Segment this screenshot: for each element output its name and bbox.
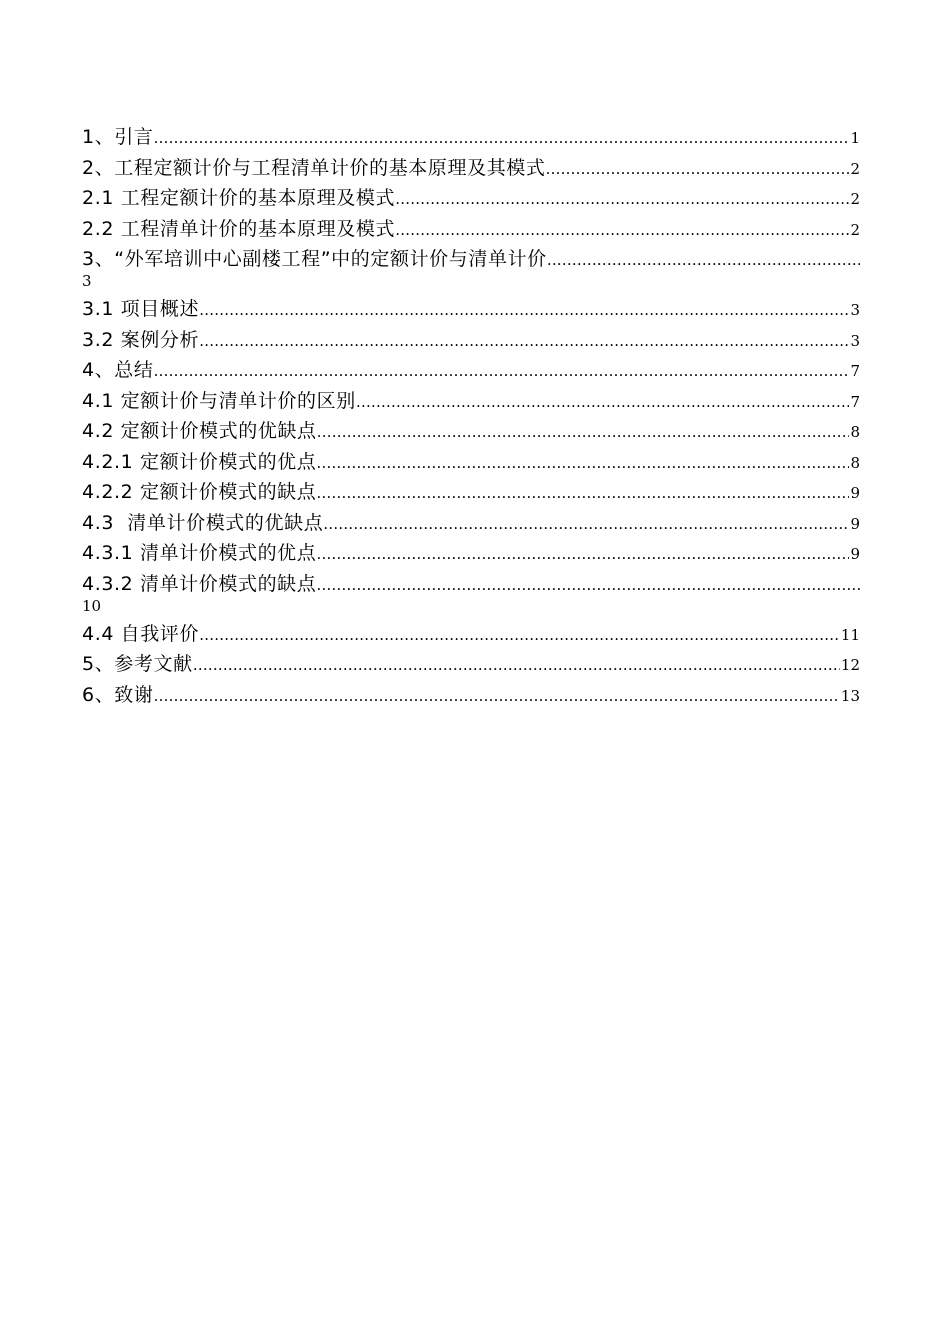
toc-entry-label: 4.2 定额计价模式的优缺点: [82, 420, 317, 442]
toc-leader-dots: [199, 620, 840, 650]
toc-entry-introduction[interactable]: [82, 122, 860, 153]
toc-entry-label: 3、“外军培训中心副楼工程”中的定额计价与清单计价: [82, 248, 547, 270]
toc-page-number: 2: [850, 190, 860, 208]
toc-entry-4-3[interactable]: [82, 508, 860, 539]
toc-leader-dots: [316, 448, 849, 478]
toc-leader-dots: [547, 245, 860, 274]
toc-entry-4-2-2[interactable]: [82, 477, 860, 508]
toc-leader-dots: [323, 509, 849, 539]
toc-page-number: 9: [850, 484, 860, 502]
table-of-contents: [82, 122, 860, 710]
toc-leader-dots: [395, 184, 849, 214]
toc-leader-dots: [546, 154, 850, 184]
toc-leader-dots: [199, 326, 849, 356]
toc-entry-label: 2.1 工程定额计价的基本原理及模式: [82, 187, 396, 209]
toc-leader-dots: [199, 295, 849, 325]
toc-entry-label: 5、参考文献: [82, 653, 193, 675]
toc-page-number: 12: [840, 656, 860, 674]
toc-entry-4-2-1[interactable]: [82, 447, 860, 478]
toc-page-number: 2: [850, 220, 860, 239]
toc-page-number: 3: [850, 301, 860, 319]
toc-entry-label: 3.2 案例分析: [82, 328, 200, 351]
toc-entry-references[interactable]: [82, 649, 860, 680]
toc-page-number: 2: [850, 159, 860, 178]
toc-leader-dots: [316, 478, 849, 508]
toc-entry-label: 6、致谢: [82, 683, 154, 706]
toc-page-number: 11: [840, 625, 860, 644]
toc-entry-label: 4.3.1 清单计价模式的优点: [82, 542, 317, 564]
toc-page-number: 8: [850, 423, 860, 441]
toc-page-number: 9: [850, 545, 860, 563]
toc-entry-4-3-1[interactable]: [82, 538, 860, 569]
toc-leader-dots: [316, 570, 860, 599]
toc-page-number: 9: [850, 514, 860, 533]
toc-entry-label: 4.3 清单计价模式的优缺点: [82, 511, 324, 534]
toc-leader-dots: [356, 387, 850, 417]
toc-page-number: 7: [850, 362, 860, 380]
toc-page-number: 7: [850, 392, 860, 411]
toc-page-number: 3: [850, 331, 860, 350]
toc-entry-4-3-2[interactable]: [82, 569, 860, 619]
toc-page-number: 10: [82, 596, 102, 615]
toc-entry-label: 4.4 自我评价: [82, 622, 200, 645]
toc-leader-dots: [395, 215, 849, 245]
toc-entry-label: 4、总结: [82, 359, 154, 381]
toc-page-number: 1: [850, 129, 860, 147]
toc-entry-4-2[interactable]: [82, 416, 860, 447]
toc-entry-chapter-4[interactable]: [82, 355, 860, 386]
toc-entry-4-1[interactable]: [82, 386, 860, 417]
toc-entry-label: 4.3.2 清单计价模式的缺点: [82, 572, 317, 595]
toc-entry-chapter-2[interactable]: [82, 153, 860, 184]
toc-page-number: 3: [82, 272, 92, 290]
toc-leader-dots: [193, 650, 840, 680]
toc-page-number: 8: [850, 453, 860, 472]
toc-entry-2-1[interactable]: [82, 183, 860, 214]
toc-leader-dots: [154, 681, 840, 711]
toc-entry-label: 2、工程定额计价与工程清单计价的基本原理及其模式: [82, 156, 546, 179]
toc-entry-3-1[interactable]: [82, 294, 860, 325]
toc-entry-label: 3.1 项目概述: [82, 298, 200, 320]
toc-entry-label: 4.1 定额计价与清单计价的区别: [82, 389, 356, 412]
toc-entry-3-2[interactable]: [82, 325, 860, 356]
toc-leader-dots: [317, 417, 850, 447]
toc-entry-label: 4.2.2 定额计价模式的缺点: [82, 481, 317, 503]
toc-leader-dots: [154, 356, 850, 386]
toc-entry-label: 1、引言: [82, 126, 154, 148]
toc-entry-acknowledgements[interactable]: [82, 680, 860, 711]
toc-entry-2-2[interactable]: [82, 214, 860, 245]
toc-entry-label: 4.2.1 定额计价模式的优点: [82, 450, 317, 473]
toc-entry-chapter-3[interactable]: [82, 244, 860, 294]
toc-entry-4-4[interactable]: [82, 619, 860, 650]
toc-leader-dots: [154, 123, 850, 153]
toc-page-number: 13: [840, 686, 860, 705]
toc-entry-label: 2.2 工程清单计价的基本原理及模式: [82, 217, 396, 240]
toc-leader-dots: [316, 539, 849, 569]
